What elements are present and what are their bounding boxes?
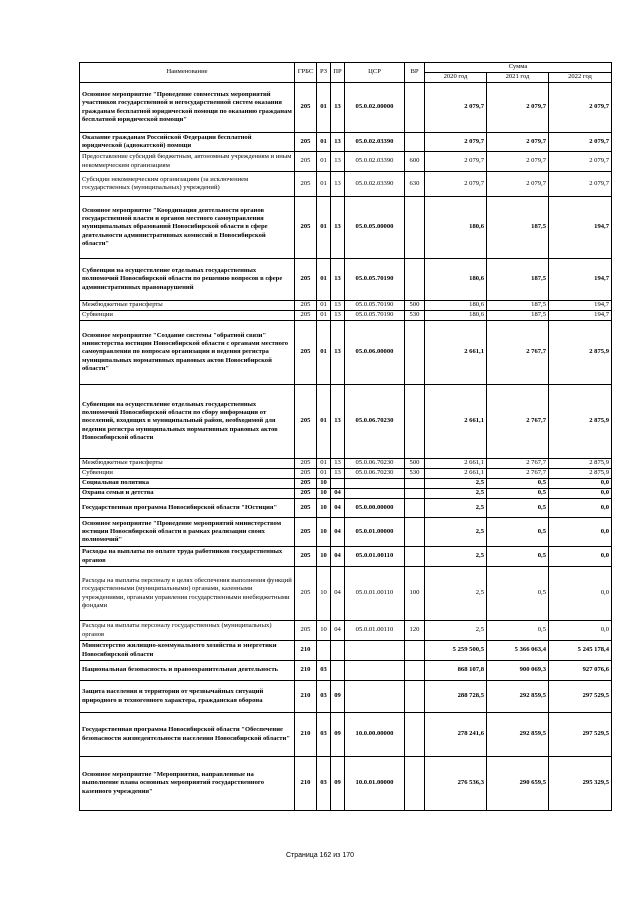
cell-y2022: 2 079,7 [549,172,612,197]
cell-csr: 05.0.02.03390 [345,133,405,152]
cell-y2020: 2 079,7 [425,172,487,197]
cell-y2020: 2 079,7 [425,152,487,172]
cell-vr [405,661,425,681]
cell-pr: 04 [331,621,345,641]
cell-rz: 01 [317,459,331,469]
cell-grbs: 205 [295,469,317,479]
cell-rz: 01 [317,321,331,385]
cell-pr: 13 [331,459,345,469]
cell-y2022: 0,0 [549,567,612,621]
cell-csr: 10.0.00.00000 [345,713,405,757]
cell-csr: 05.0.01.00110 [345,621,405,641]
cell-name: Оказание гражданам Российской Федерации бесплатной юридической (адвокатской) помощи [80,133,295,152]
cell-y2021: 292 859,5 [487,713,549,757]
cell-vr: 530 [405,311,425,321]
cell-vr: 630 [405,172,425,197]
cell-name: Основное мероприятие "Координация деятельности органов государственной власти и органов местного самоуправления муниципальных образований Новосибирской области в сфере деятельности административных комиссий в Новосибирской области" [80,197,295,259]
table-row [80,567,612,621]
cell-rz: 01 [317,469,331,479]
table-row [80,489,612,499]
cell-y2022: 2 079,7 [549,83,612,133]
table-row [80,197,612,259]
cell-y2022: 2 875,9 [549,459,612,469]
cell-vr [405,259,425,301]
cell-y2022: 927 076,6 [549,661,612,681]
cell-rz: 10 [317,489,331,499]
col-header-csr: ЦСР [345,63,405,83]
cell-name: Субвенции на осуществление отдельных государственных полномочий Новосибирской области по сбору информации от поселений, входящих в муниципальный район, необходимой для ведения регистра муниципальных нормативных правовых актов Новосибирской области [80,385,295,459]
col-header-rz: РЗ [317,63,331,83]
cell-vr: 500 [405,301,425,311]
cell-rz: 10 [317,518,331,547]
cell-y2022: 2 079,7 [549,133,612,152]
col-header-2022: 2022 год [549,73,612,83]
cell-csr [345,681,405,713]
table-row [80,547,612,567]
cell-y2021: 0,5 [487,518,549,547]
cell-pr: 13 [331,152,345,172]
cell-y2020: 2,5 [425,489,487,499]
table-body [80,83,612,811]
table-row [80,311,612,321]
cell-grbs: 205 [295,499,317,518]
cell-rz [317,641,331,661]
table-row [80,301,612,311]
cell-name: Субвенции на осуществление отдельных государственных полномочий Новосибирской области по решению вопросов в сфере административных правонарушений [80,259,295,301]
table-row [80,661,612,681]
cell-y2021: 2 767,7 [487,459,549,469]
cell-grbs: 205 [295,479,317,489]
cell-csr: 05.0.05.70190 [345,301,405,311]
cell-pr [331,661,345,681]
cell-name: Государственная программа Новосибирской области "Обеспечение безопасности жизнедеятельности населения Новосибирской области" [80,713,295,757]
cell-csr: 05.0.00.00000 [345,499,405,518]
col-header-name: Наименование [80,63,295,83]
cell-grbs: 205 [295,321,317,385]
cell-y2021: 0,5 [487,547,549,567]
cell-vr [405,479,425,489]
cell-y2021: 2 079,7 [487,172,549,197]
cell-csr: 05.0.06.70230 [345,385,405,459]
cell-y2020: 2,5 [425,621,487,641]
cell-y2021: 187,5 [487,259,549,301]
cell-y2020: 2,5 [425,518,487,547]
cell-vr [405,547,425,567]
cell-rz: 03 [317,757,331,811]
cell-y2022: 0,0 [549,489,612,499]
cell-vr [405,321,425,385]
cell-grbs: 205 [295,301,317,311]
cell-csr: 05.0.06.00000 [345,321,405,385]
cell-y2021: 187,5 [487,311,549,321]
cell-grbs: 210 [295,641,317,661]
cell-y2020: 288 728,5 [425,681,487,713]
cell-pr: 04 [331,499,345,518]
cell-y2021: 2 767,7 [487,385,549,459]
cell-name: Расходы на выплаты по оплате труда работников государственных органов [80,547,295,567]
cell-y2021: 2 079,7 [487,152,549,172]
cell-vr: 530 [405,469,425,479]
cell-pr: 13 [331,83,345,133]
cell-vr [405,489,425,499]
cell-rz: 10 [317,547,331,567]
cell-y2021: 0,5 [487,499,549,518]
cell-vr [405,757,425,811]
cell-name: Защита населения и территории от чрезвычайных ситуаций природного и техногенного характера, гражданская оборона [80,681,295,713]
cell-grbs: 210 [295,713,317,757]
cell-csr: 05.0.02.03390 [345,172,405,197]
cell-rz: 01 [317,152,331,172]
cell-y2021: 0,5 [487,489,549,499]
cell-grbs: 205 [295,567,317,621]
table-row [80,459,612,469]
cell-vr [405,713,425,757]
cell-y2020: 2 661,1 [425,385,487,459]
cell-vr [405,197,425,259]
cell-pr [331,479,345,489]
cell-pr: 13 [331,321,345,385]
cell-y2022: 2 875,9 [549,385,612,459]
cell-pr: 13 [331,301,345,311]
table-row [80,259,612,301]
cell-grbs: 205 [295,489,317,499]
cell-csr: 05.0.02.00000 [345,83,405,133]
cell-y2021: 187,5 [487,301,549,311]
cell-y2020: 180,6 [425,311,487,321]
cell-y2022: 194,7 [549,197,612,259]
cell-rz: 10 [317,567,331,621]
cell-vr [405,83,425,133]
cell-pr: 13 [331,197,345,259]
cell-y2021: 2 079,7 [487,133,549,152]
table-row [80,757,612,811]
table-row [80,681,612,713]
cell-pr: 09 [331,681,345,713]
cell-grbs: 210 [295,681,317,713]
cell-y2020: 2 079,7 [425,83,487,133]
cell-y2021: 0,5 [487,567,549,621]
cell-name: Расходы на выплаты персоналу в целях обеспечения выполнения функций государственными (муниципальными) органами, казенными учреждениями, органами управления государственными внебюджетными фондами [80,567,295,621]
cell-pr: 13 [331,385,345,459]
cell-rz: 01 [317,197,331,259]
cell-y2022: 0,0 [549,479,612,489]
cell-y2020: 2,5 [425,567,487,621]
cell-y2020: 180,6 [425,301,487,311]
cell-pr: 13 [331,311,345,321]
table-row [80,641,612,661]
cell-grbs: 205 [295,621,317,641]
cell-y2022: 194,7 [549,301,612,311]
budget-table [79,62,612,811]
cell-name: Межбюджетные трансферты [80,459,295,469]
cell-csr [345,641,405,661]
table-row [80,83,612,133]
table-row [80,133,612,152]
cell-y2020: 2,5 [425,547,487,567]
col-header-2020: 2020 год [425,73,487,83]
cell-pr: 09 [331,713,345,757]
cell-y2022: 297 529,5 [549,713,612,757]
cell-csr: 05.0.02.03390 [345,152,405,172]
cell-y2020: 2,5 [425,499,487,518]
cell-rz: 03 [317,681,331,713]
cell-name: Межбюджетные трансферты [80,301,295,311]
cell-vr [405,133,425,152]
table-row [80,479,612,489]
cell-csr: 05.0.05.70190 [345,311,405,321]
cell-y2022: 297 529,5 [549,681,612,713]
table-row [80,621,612,641]
cell-y2021: 292 859,5 [487,681,549,713]
cell-vr: 500 [405,459,425,469]
cell-pr: 13 [331,259,345,301]
cell-pr: 04 [331,489,345,499]
cell-y2022: 0,0 [549,547,612,567]
cell-name: Расходы на выплаты персоналу государственных (муниципальных) органов [80,621,295,641]
cell-pr: 04 [331,567,345,621]
cell-name: Основное мероприятие "Создание системы "обратной связи" министерства юстиции Новосибирской области с органами местного самоуправления по вопросам организации и ведения регистра муниципальных нормативных правовых актов Новосибирской области" [80,321,295,385]
cell-csr: 05.0.05.70190 [345,259,405,301]
cell-rz: 10 [317,499,331,518]
cell-grbs: 205 [295,197,317,259]
cell-name: Охрана семьи и детства [80,489,295,499]
cell-csr [345,489,405,499]
cell-rz: 01 [317,172,331,197]
cell-grbs: 205 [295,259,317,301]
col-header-sum: Сумма [425,63,612,73]
cell-y2020: 180,6 [425,197,487,259]
cell-vr [405,499,425,518]
cell-y2020: 180,6 [425,259,487,301]
cell-y2022: 2 875,9 [549,469,612,479]
cell-rz: 01 [317,259,331,301]
cell-pr: 13 [331,469,345,479]
cell-grbs: 205 [295,311,317,321]
cell-y2020: 2 079,7 [425,133,487,152]
cell-rz: 01 [317,311,331,321]
cell-rz: 01 [317,385,331,459]
cell-rz: 10 [317,621,331,641]
cell-vr [405,385,425,459]
cell-y2022: 0,0 [549,518,612,547]
table-row [80,152,612,172]
cell-y2021: 187,5 [487,197,549,259]
cell-grbs: 210 [295,757,317,811]
cell-y2022: 2 875,9 [549,321,612,385]
cell-grbs: 205 [295,172,317,197]
cell-csr: 05.0.01.00110 [345,547,405,567]
cell-csr: 05.0.06.70230 [345,459,405,469]
cell-csr: 05.0.01.00110 [345,567,405,621]
cell-vr: 120 [405,621,425,641]
cell-rz: 01 [317,301,331,311]
cell-y2020: 868 107,8 [425,661,487,681]
cell-name: Субсидии некоммерческим организациям (за исключением государственных (муниципальных) учреждений) [80,172,295,197]
cell-csr: 05.0.06.70230 [345,469,405,479]
cell-y2020: 5 259 500,5 [425,641,487,661]
cell-vr [405,681,425,713]
cell-rz: 03 [317,713,331,757]
cell-grbs: 205 [295,152,317,172]
cell-vr [405,641,425,661]
cell-y2022: 0,0 [549,499,612,518]
cell-grbs: 210 [295,661,317,681]
cell-pr: 09 [331,757,345,811]
cell-name: Субвенции [80,469,295,479]
cell-y2020: 2 661,1 [425,459,487,469]
cell-grbs: 205 [295,385,317,459]
cell-y2021: 900 069,3 [487,661,549,681]
cell-pr [331,641,345,661]
cell-name: Основное мероприятие "Проведение мероприятий министерством юстиции Новосибирской области в рамках реализации своих полномочий" [80,518,295,547]
col-header-vr: ВР [405,63,425,83]
col-header-pr: ПР [331,63,345,83]
cell-grbs: 205 [295,83,317,133]
cell-grbs: 205 [295,459,317,469]
cell-grbs: 205 [295,518,317,547]
cell-vr [405,518,425,547]
cell-vr: 100 [405,567,425,621]
cell-csr: 10.0.01.00000 [345,757,405,811]
table-row [80,321,612,385]
cell-name: Социальная политика [80,479,295,489]
cell-rz: 01 [317,133,331,152]
cell-y2020: 276 536,3 [425,757,487,811]
cell-name: Министерство жилищно-коммунального хозяйства и энергетики Новосибирской области [80,641,295,661]
table-row [80,499,612,518]
cell-pr: 04 [331,518,345,547]
cell-grbs: 205 [295,547,317,567]
cell-pr: 13 [331,172,345,197]
cell-rz: 03 [317,661,331,681]
cell-y2021: 2 767,7 [487,321,549,385]
cell-name: Предоставление субсидий бюджетным, автономным учреждениям и иным некоммерческим организациям [80,152,295,172]
cell-y2022: 295 329,5 [549,757,612,811]
table-row [80,713,612,757]
table-row [80,172,612,197]
cell-name: Государственная программа Новосибирской области "Юстиция" [80,499,295,518]
cell-pr: 04 [331,547,345,567]
cell-y2021: 2 079,7 [487,83,549,133]
budget-sheet [79,62,611,811]
page-number: Страница 162 из 170 [285,852,355,859]
cell-pr: 13 [331,133,345,152]
cell-y2020: 2,5 [425,479,487,489]
cell-name: Основное мероприятие "Мероприятия, направленные на выполнение плана основных мероприятий государственного казенного учреждения" [80,757,295,811]
cell-y2022: 2 079,7 [549,152,612,172]
cell-y2021: 5 366 063,4 [487,641,549,661]
cell-y2022: 194,7 [549,259,612,301]
cell-y2021: 2 767,7 [487,469,549,479]
cell-grbs: 205 [295,133,317,152]
cell-csr: 05.0.01.00000 [345,518,405,547]
cell-name: Национальная безопасность и правоохранительная деятельность [80,661,295,681]
cell-name: Основное мероприятие "Проведение совместных мероприятий участников государственной и негосударственной систем оказания гражданам бесплатной юридической помощи по оказанию гражданам бесплатной юридической помощи" [80,83,295,133]
cell-y2021: 0,5 [487,621,549,641]
cell-y2020: 278 241,6 [425,713,487,757]
col-header-grbs: ГРБС [295,63,317,83]
cell-y2021: 0,5 [487,479,549,489]
cell-csr [345,479,405,489]
cell-y2022: 5 245 178,4 [549,641,612,661]
col-header-2021: 2021 год [487,73,549,83]
cell-y2021: 290 659,5 [487,757,549,811]
cell-y2020: 2 661,1 [425,469,487,479]
table-row [80,518,612,547]
table-row [80,385,612,459]
cell-csr: 05.0.05.00000 [345,197,405,259]
cell-name: Субвенции [80,311,295,321]
cell-csr [345,661,405,681]
cell-rz: 01 [317,83,331,133]
cell-y2022: 194,7 [549,311,612,321]
table-row [80,469,612,479]
cell-rz: 10 [317,479,331,489]
cell-y2020: 2 661,1 [425,321,487,385]
cell-y2022: 0,0 [549,621,612,641]
cell-vr: 600 [405,152,425,172]
